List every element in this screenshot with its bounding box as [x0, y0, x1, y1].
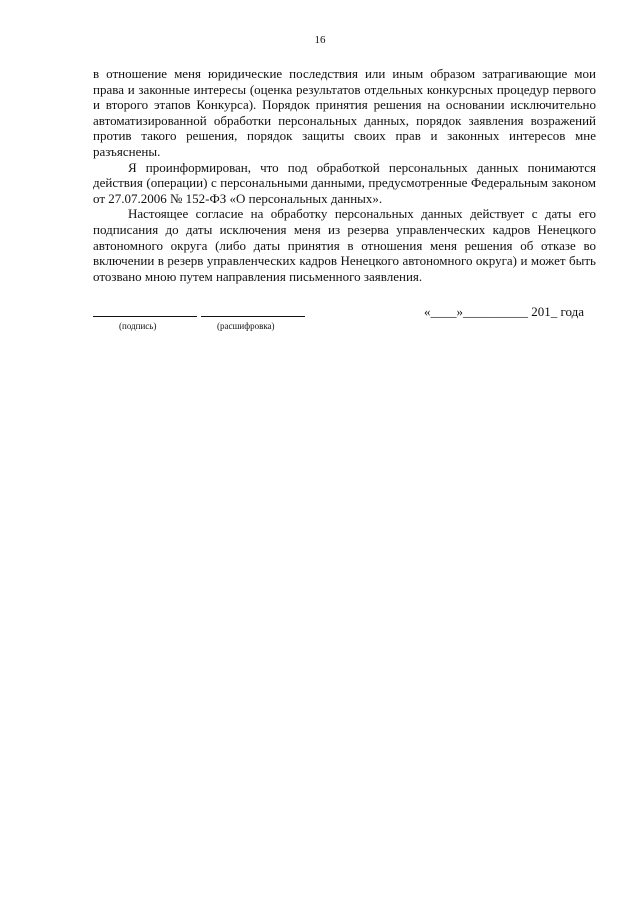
- paragraph-consent-validity: Настоящее согласие на обработку персональных данных действует с даты его подписания до даты исключения меня из резерва управленческих кадров Ненецкого автономного округа (либо даты принятия в отношения меня решения об отказе во включении в резерв управленческих кадров Ненецкого автономного округа) и может быть отозвано мною путем направления письменного заявления.: [93, 206, 596, 284]
- decode-line: [201, 316, 305, 317]
- date-field: «____»__________ 201_ года: [423, 304, 584, 319]
- paragraph-processing-definition: Я проинформирован, что под обработкой персональных данных понимаются действия (операции) с персональными данными, предусмотренные Федеральным законом от 27.07.2006 № 152-ФЗ «О персональных данных».: [93, 159, 596, 206]
- consent-text: [93, 66, 596, 284]
- signature-line: [93, 316, 197, 317]
- signature-block: [93, 304, 596, 344]
- decode-caption: (расшифровка): [217, 321, 275, 331]
- page-number: 16: [314, 34, 326, 46]
- signature-caption: (подпись): [119, 321, 157, 331]
- paragraph-rights-explained: в отношение меня юридические последствия или иным образом затрагивающие мои права и законные интересы (оценка результатов отдельных конкурсных процедур первого и второго этапов Конкурса). Порядок принятия решения на основании исключительно автоматизированной обработки персональных данных, порядок заявления возражений против такого решения, порядок защиты своих прав и законных интересов мне разъяснены.: [93, 66, 596, 159]
